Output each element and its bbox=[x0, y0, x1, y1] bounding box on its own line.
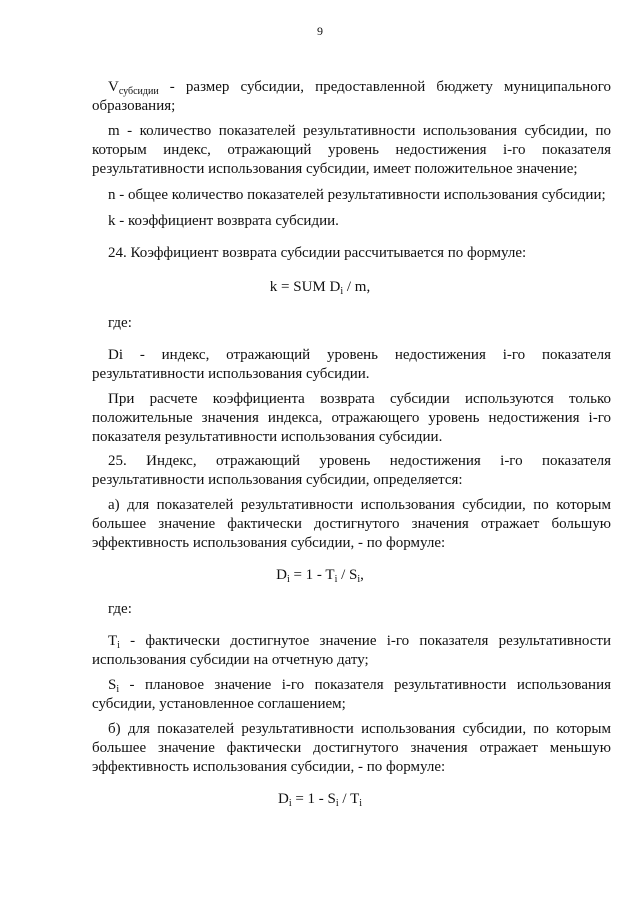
paragraph-v-definition bbox=[92, 78, 611, 116]
where-label-2: где: bbox=[108, 601, 132, 617]
paragraph-note: При расчете коэффициента возврата субсидии используются только положительные значения индекса, отражающего уровень недостижения i-го показателя результативности использования субсидии. bbox=[92, 391, 611, 445]
paragraph-m-definition: m - количество показателей результативности использования субсидии, по которым индекс, отражающий уровень недостижения i-го показателя результативности использования субсидии, имеет положительное значение; bbox=[92, 123, 611, 177]
v-subscript: субсидии bbox=[118, 86, 159, 97]
paragraph-item-b: б) для показателей результативности использования субсидии, по которым большее значение фактически достигнутого значения отражает меньшую эффективность использования субсидии, - по формуле: bbox=[92, 721, 611, 775]
paragraph-n-definition: n - общее количество показателей результативности использования субсидии; bbox=[108, 187, 606, 203]
formula-k: k = SUM $D_i$ / m, bbox=[269, 279, 371, 297]
paragraph-si-definition: $S_i$ - плановое значение i-го показателя результативности использования субсидии, установленное соглашением; bbox=[92, 677, 611, 712]
paragraph-di-definition: Di - индекс, отражающий уровень недостижения i-го показателя результативности использования субсидии. bbox=[92, 347, 611, 382]
formula-di-a: $D_i = 1 - T_i / S_i$, bbox=[276, 567, 364, 585]
paragraph-ti-definition: $T_i$ - фактически достигнутое значение i-го показателя результативности использования субсидии на отчетную дату; bbox=[92, 633, 611, 668]
v-symbol: V bbox=[108, 79, 119, 95]
paragraph-k-definition: k - коэффициент возврата субсидии. bbox=[108, 213, 339, 229]
page-number: 9 bbox=[317, 24, 323, 38]
formula-di-b: $D_i = 1 - S_i / T_i$ bbox=[277, 791, 363, 809]
where-label-1: где: bbox=[108, 315, 132, 331]
paragraph-item-25: 25. Индекс, отражающий уровень недостижения i-го показателя результативности использования субсидии, определяется: bbox=[92, 453, 611, 488]
paragraph-item-24: 24. Коэффициент возврата субсидии рассчитывается по формуле: bbox=[108, 245, 527, 261]
paragraph-item-a: а) для показателей результативности использования субсидии, по которым большее значение фактически достигнутого значения отражает большую эффективность использования субсидии, - по формуле: bbox=[92, 497, 611, 551]
v-definition-text: - размер субсидии, предоставленной бюджету муниципального образования; bbox=[92, 79, 611, 114]
